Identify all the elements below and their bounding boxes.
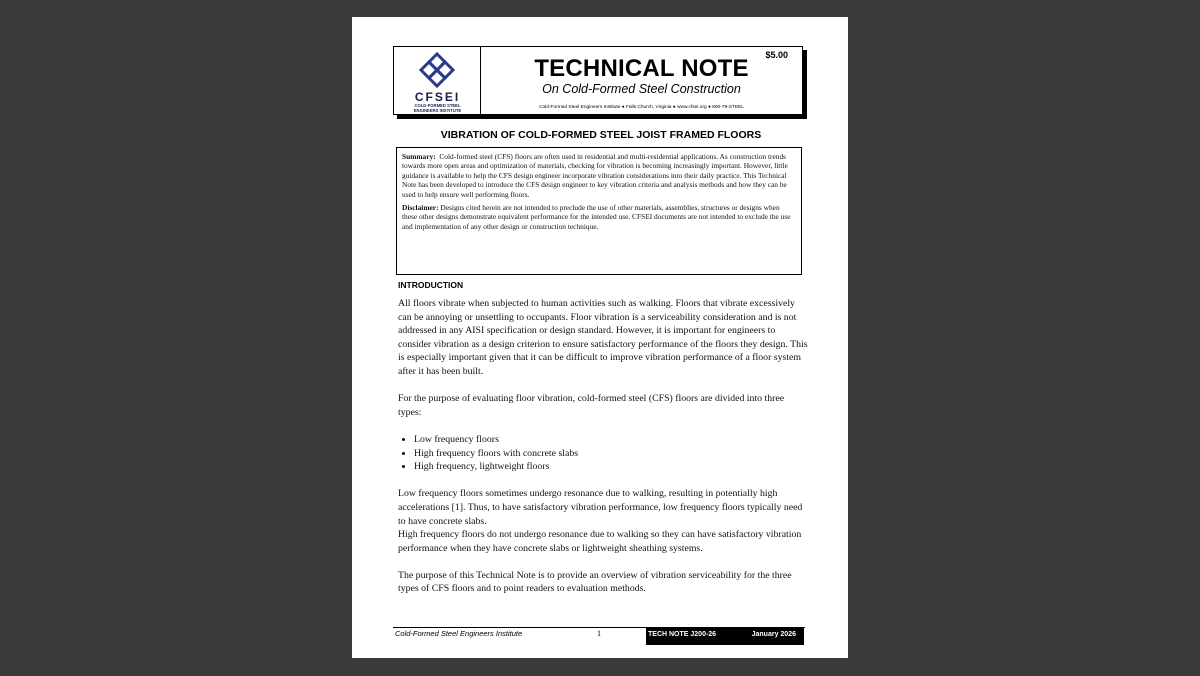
summary-text: Cold-formed steel (CFS) floors are often used in residential and multi-residential applications. As construction trends towards more open areas and optimization of materials, checking for vibration is becoming increasingly important. However, little guidance is available to help the CFS design engineer incorporate vibration considerations into their daily practice. This Technical Note has been developed to introduce the CFS design engineer to key vibration criteria and analysis methods and how they can be used to help ensure well performing floors. (402, 152, 788, 199)
cfsei-logo-icon (418, 51, 456, 89)
price: $5.00 (765, 50, 788, 60)
logo-text: CFSEI (414, 90, 461, 104)
paragraph: Low frequency floors sometimes undergo resonance due to walking, resulting in potentially high accelerations [1]. Thus, to have satisfactory vibration performance, low frequency floors typically need to have concrete slabs. (398, 488, 803, 527)
paragraph: All floors vibrate when subjected to human activities such as walking. Floors that vibrate excessively can be annoying or unsettling to occupants. Floor vibration is a serviceability consideration and is not addressed in any AISI specification or design standard. However, it is important for engineers to consider vibration as a design criterion to ensure satisfactory performance of the floors they design. This is especially important given that it can be difficult to improve vibration performance of a floor system after it has been built. (398, 298, 808, 377)
logo-subtitle-line-1: COLD-FORMED STEEL (414, 103, 461, 108)
paragraph: High frequency floors do not undergo resonance due to walking so they can have satisfactory vibration performance when they have concrete slabs or lightweight sheathing systems. (398, 529, 802, 554)
footer-organization: Cold-Formed Steel Engineers Institute (395, 629, 523, 638)
floor-types-list (398, 433, 808, 474)
section-heading-introduction: INTRODUCTION (398, 280, 464, 290)
logo-subtitle (394, 104, 481, 113)
summary-paragraph (402, 152, 796, 199)
paragraph: For the purpose of evaluating floor vibration, cold-formed steel (CFS) floors are divided into three types: (398, 393, 785, 418)
summary-box (396, 147, 802, 275)
footer-note-badge (646, 627, 804, 645)
summary-label: Summary: (402, 152, 436, 161)
paragraph: The purpose of this Technical Note is to provide an overview of vibration serviceability for the three types of CFS floors and to point readers to evaluation methods. (398, 569, 792, 595)
masthead-title: TECHNICAL NOTE (534, 55, 749, 82)
disclaimer-label: Disclaimer: (402, 203, 439, 213)
masthead (393, 46, 803, 115)
logo (394, 47, 481, 114)
publication-date: January 2026 (751, 631, 796, 638)
document-title: VIBRATION OF COLD-FORMED STEEL JOIST FRAMED FLOORS (440, 129, 762, 141)
list-item: • High frequency, lightweight floors (414, 460, 808, 474)
disclaimer-text: Designs cited herein are not intended to preclude the use of other materials, assemblies, structures or designs when these other designs demonstrate equivalent performance for the intended use. CFSEI documents are not intended to exclude the use and implementation of any other design or construction technique. (402, 203, 791, 231)
body-text (398, 297, 808, 610)
list-item: • High frequency floors with concrete slabs (414, 447, 808, 461)
page-number: 1 (597, 629, 601, 638)
list-item: • Low frequency floors (414, 433, 808, 447)
logo-subtitle-line-2: ENGINEERS INSTITUTE (413, 107, 462, 113)
masthead-subtitle: On Cold-Formed Steel Construction (542, 82, 741, 96)
document-page (352, 17, 848, 658)
masthead-info-line: Cold-Formed Steel Engineers Institute ● Falls Church, Virginia ● www.cfsei.org ● 800-79-STEEL (539, 105, 744, 110)
disclaimer-paragraph (402, 203, 796, 231)
tech-note-number: TECH NOTE J200-26 (648, 631, 717, 638)
